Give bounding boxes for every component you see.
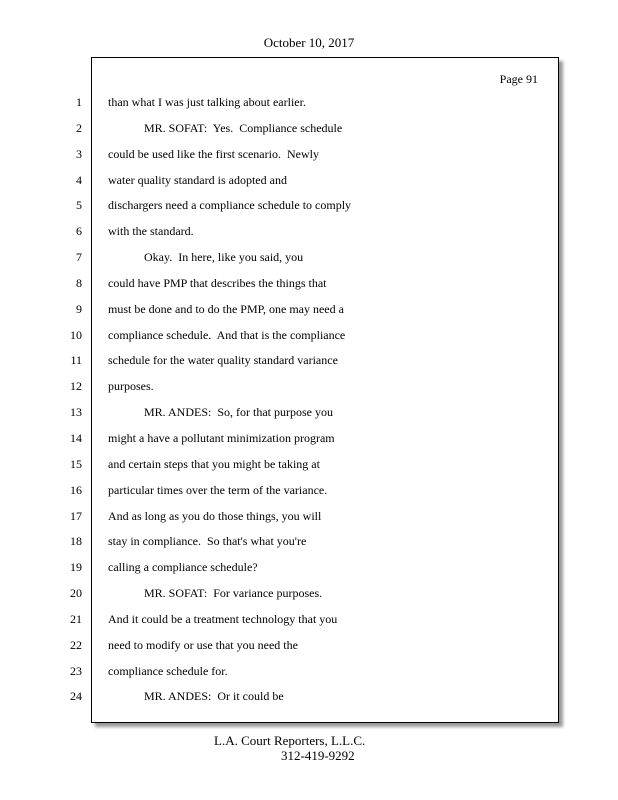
transcript-line: could have PMP that describes the things that — [108, 275, 327, 290]
transcript-line: purposes. — [108, 379, 154, 394]
transcript-line: particular times over the term of the variance. — [108, 482, 328, 497]
line-number: 3 — [76, 146, 82, 161]
transcript-line: MR. ANDES: So, for that purpose you — [144, 405, 333, 420]
line-number: 21 — [70, 611, 82, 626]
transcript-line: compliance schedule. And that is the compliance — [108, 327, 346, 342]
transcript-line: MR. SOFAT: For variance purposes. — [144, 586, 323, 601]
line-number: 18 — [70, 534, 82, 549]
line-number: 8 — [76, 275, 82, 290]
transcript-line: need to modify or use that you need the — [108, 637, 298, 652]
line-number: 12 — [70, 379, 82, 394]
line-number-column — [40, 93, 82, 713]
line-number: 23 — [70, 663, 82, 678]
line-number: 17 — [70, 508, 82, 523]
transcript-line: must be done and to do the PMP, one may need a — [108, 301, 344, 316]
transcript-text — [108, 93, 548, 713]
transcript-line: schedule for the water quality standard variance — [108, 353, 338, 368]
transcript-line: might a have a pollutant minimization program — [108, 430, 335, 445]
line-number: 20 — [70, 586, 82, 601]
page-number: Page 91 — [499, 72, 538, 86]
line-number: 6 — [76, 224, 82, 239]
transcript-line: could be used like the first scenario. Newly — [108, 146, 319, 161]
line-number: 16 — [70, 482, 82, 497]
header-date: October 10, 2017 — [263, 35, 355, 50]
line-number: 4 — [76, 172, 82, 187]
line-number: 9 — [76, 301, 82, 316]
transcript-line: water quality standard is adopted and — [108, 172, 287, 187]
footer-phone: 312-419-9292 — [281, 748, 355, 763]
line-number: 22 — [70, 637, 82, 652]
transcript-line: And it could be a treatment technology that you — [108, 611, 338, 626]
line-number: 7 — [76, 250, 82, 265]
line-number: 5 — [76, 198, 82, 213]
transcript-line: compliance schedule for. — [108, 663, 228, 678]
transcript-line: with the standard. — [108, 224, 194, 239]
transcript-line: than what I was just talking about earlier. — [108, 95, 306, 109]
transcript-line: stay in compliance. So that's what you're — [108, 534, 307, 549]
line-number: 24 — [70, 689, 82, 704]
line-number: 1 — [76, 95, 82, 109]
line-number: 2 — [76, 120, 82, 135]
transcript-line: MR. ANDES: Or it could be — [144, 689, 284, 704]
line-number: 15 — [70, 456, 82, 471]
line-number: 14 — [70, 430, 82, 445]
line-number: 19 — [70, 560, 82, 575]
transcript-line: and certain steps that you might be taking at — [108, 456, 320, 471]
line-number: 11 — [70, 353, 82, 368]
transcript-line: MR. SOFAT: Yes. Compliance schedule — [144, 120, 343, 135]
footer-company: L.A. Court Reporters, L.L.C. — [214, 733, 366, 748]
transcript-line: dischargers need a compliance schedule to comply — [108, 198, 352, 213]
line-number: 13 — [70, 405, 82, 420]
transcript-line: calling a compliance schedule? — [108, 560, 258, 575]
transcript-line: Okay. In here, like you said, you — [144, 250, 304, 265]
transcript-line: And as long as you do those things, you will — [108, 508, 322, 523]
line-number: 10 — [70, 327, 82, 342]
